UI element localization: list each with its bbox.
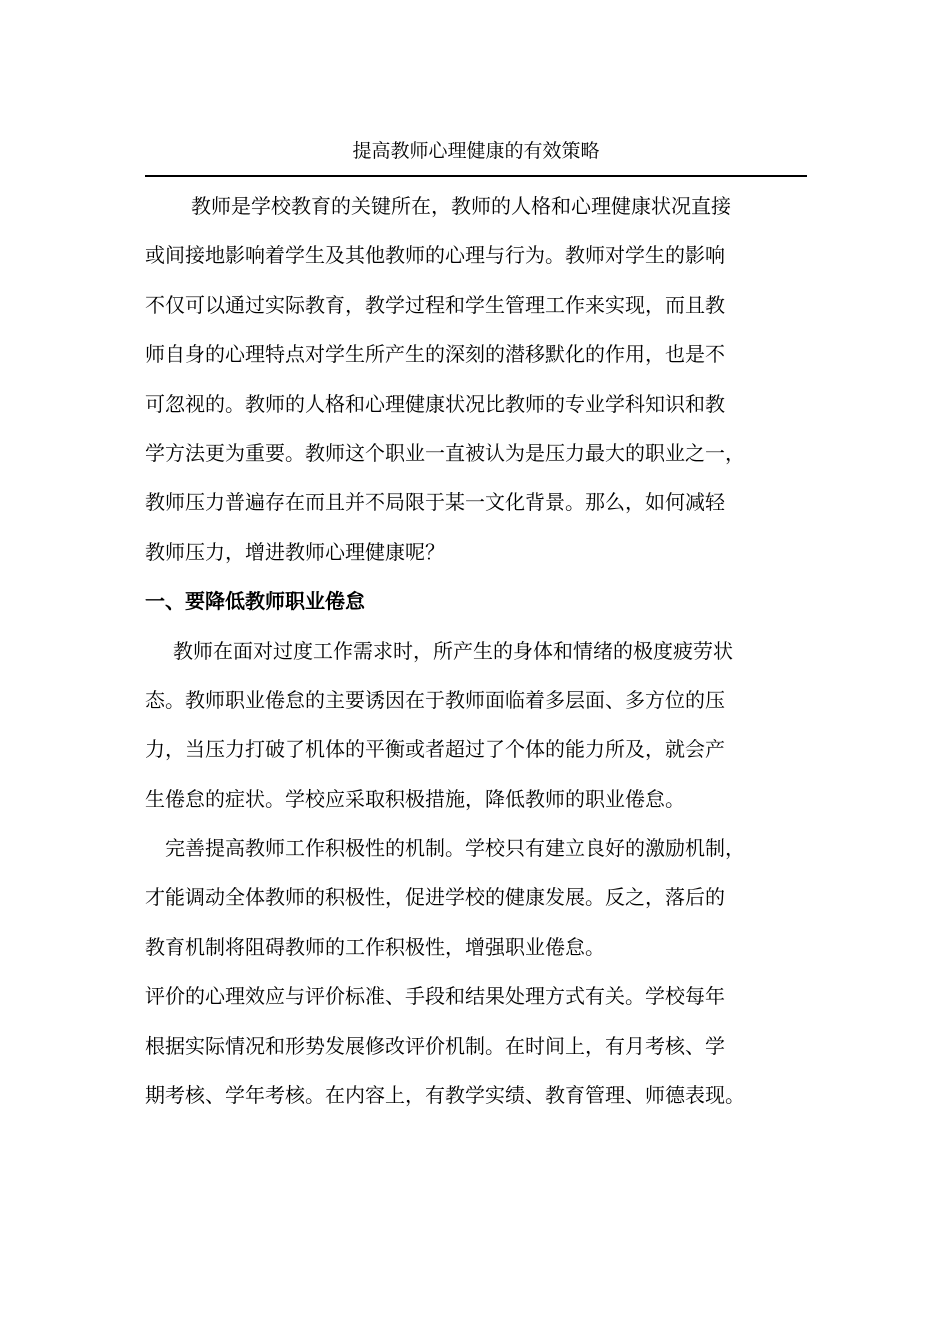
document-body xyxy=(145,182,807,1120)
paragraph-line: 生倦怠的症状。学校应采取积极措施，降低教师的职业倦怠。 xyxy=(145,786,685,811)
paragraph-line: 根据实际情况和形势发展修改评价机制。在时间上，有月考核、学 xyxy=(145,1033,725,1058)
paragraph-line: 不仅可以通过实际教育，教学过程和学生管理工作来实现，而且教 xyxy=(145,292,725,317)
paragraph-line: 教师在面对过度工作需求时，所产生的身体和情绪的极度疲劳状 xyxy=(173,638,733,663)
paragraph-line: 可忽视的。教师的人格和心理健康状况比教师的专业学科知识和教 xyxy=(145,391,725,416)
document-title: 提高教师心理健康的有效策略 xyxy=(352,140,600,162)
paragraph-line: 教师是学校教育的关键所在，教师的人格和心理健康状况直接 xyxy=(191,194,731,218)
paragraph-line: 完善提高教师工作积极性的机制。学校只有建立良好的激励机制， xyxy=(165,836,745,861)
paragraph-line: 教育机制将阻碍教师的工作积极性，增强职业倦怠。 xyxy=(145,934,605,959)
section-heading: 一、要降低教师职业倦怠 xyxy=(145,589,365,614)
paragraph-line: 或间接地影响着学生及其他教师的心理与行为。教师对学生的影响 xyxy=(145,243,725,268)
paragraph-line: 力，当压力打破了机体的平衡或者超过了个体的能力所及，就会产 xyxy=(145,737,725,762)
title-divider xyxy=(145,175,807,177)
paragraph-line: 学方法更为重要。教师这个职业一直被认为是压力最大的职业之一， xyxy=(145,440,745,465)
paragraph-line: 期考核、学年考核。在内容上，有教学实绩、教育管理、师德表现。 xyxy=(145,1083,745,1108)
paragraph-line: 才能调动全体教师的积极性，促进学校的健康发展。反之，落后的 xyxy=(145,885,725,910)
paragraph-line: 教师压力，增进教师心理健康呢？ xyxy=(145,539,445,564)
document-page xyxy=(145,0,807,1344)
paragraph-line: 评价的心理效应与评价标准、手段和结果处理方式有关。学校每年 xyxy=(145,984,725,1009)
paragraph-line: 教师压力普遍存在而且并不局限于某一文化背景。那么，如何减轻 xyxy=(145,490,725,515)
paragraph-line: 态。教师职业倦怠的主要诱因在于教师面临着多层面、多方位的压 xyxy=(145,687,725,712)
paragraph-line: 师自身的心理特点对学生所产生的深刻的潜移默化的作用，也是不 xyxy=(145,342,725,367)
